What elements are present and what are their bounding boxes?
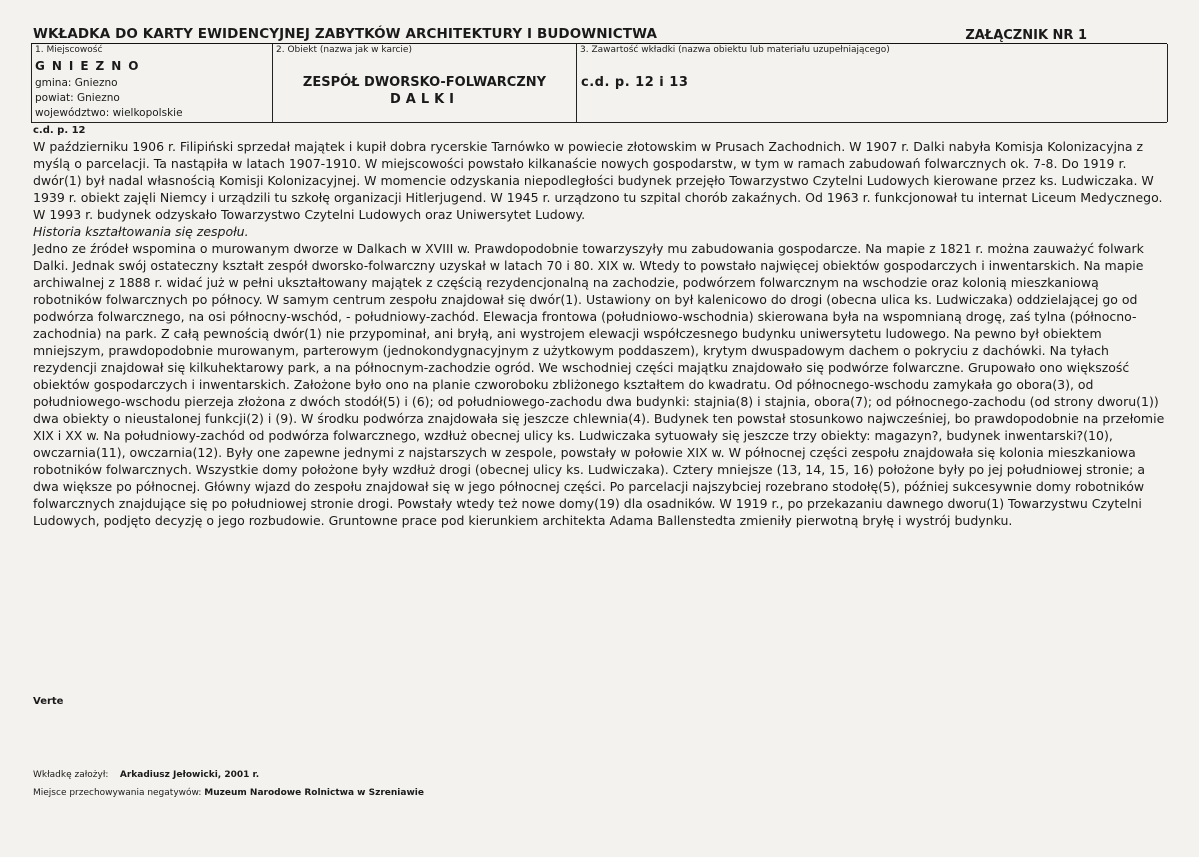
content-box bbox=[576, 44, 1168, 122]
section-reference: c.d. p. 12 bbox=[33, 125, 86, 136]
object-box bbox=[272, 44, 576, 122]
wojewodztwo-text: województwo: wielkopolskie bbox=[35, 107, 183, 119]
locality-label: 1. Miejscowość bbox=[35, 45, 103, 55]
author-line bbox=[33, 770, 259, 780]
boxes-bottom-rule bbox=[31, 122, 1167, 123]
author-label: Wkładkę założył: bbox=[33, 770, 109, 780]
paragraph-ownership-history: W październiku 1906 r. Filipiński sprzedał majątek i kupił dobra rycerskie Tarnówko w powiecie złotowskim w Prusach Zachodnich. W 1907 r. Dalki nabyła Komisja Kolonizacyjna z myślą o parcelacji. Ta nastąpiła w latach 1907-1910. W miejscowości powstało kilkanaście nowych gospodarstw, w tym w ramach zabudowań folwarcznych ok. 7-8. Do 1919 r. dwór(1) był nadal własnością Komisji Kolonizacyjnej. W momencie odzyskania niepodległości budynek przejęło Towarzystwo Czytelni Ludowych kierowane przez ks. Ludwiczaka. W 1939 r. obiekt zajęli Niemcy i urządzili tu szkołę organizacji Hitlerjugend. W 1945 r. urządzono tu szpital chorób zakaźnych. Od 1963 r. funkcjonował tu internat Liceum Medycznego. W 1993 r. budynek odzyskało Towarzystwo Czytelni Ludowych oraz Uniwersytet Ludowy. bbox=[33, 139, 1163, 222]
locality-name: GNIEZNO bbox=[35, 59, 146, 73]
object-label: 2. Obiekt (nazwa jak w karcie) bbox=[276, 45, 412, 55]
author-value: Arkadiusz Jełowicki, 2001 r. bbox=[119, 770, 260, 780]
storage-value: Muzeum Narodowe Rolnictwa w Szreniawie bbox=[204, 788, 424, 798]
storage-line bbox=[33, 788, 424, 798]
locality-box bbox=[31, 44, 272, 122]
body-text bbox=[33, 138, 1167, 529]
gmina-text: gmina: Gniezno bbox=[35, 77, 118, 89]
content-value: c.d. p. 12 i 13 bbox=[581, 75, 689, 90]
storage-label: Miejsce przechowywania negatywów: bbox=[33, 788, 202, 798]
history-heading: Historia kształtowania się zespołu. bbox=[33, 224, 249, 239]
powiat-text: powiat: Gniezno bbox=[35, 92, 120, 104]
paragraph-complex-history: Jedno ze źródeł wspomina o murowanym dworze w Dalkach w XVIII w. Prawdopodobnie towarzyszyły mu zabudowania gospodarcze. Na mapie z 1821 r. można zauważyć folwark Dalki. Jednak swój ostateczny kształt zespół dworsko-folwarczny uzyskał w latach 70 i 80. XIX w. Wtedy to powstało najwięcej obiektów gospodarczych i inwentarskich. Na mapie archiwalnej z 1888 r. widać już w pełni ukształtowany majątek z częścią rezydencjonalną na zachodzie, podwórzem folwarcznym na wschodzie oraz kolonią mieszkaniową robotników folwarcznych po północy. W samym centrum zespołu znajdował się dwór(1). Ustawiony on był kalenicowo do drogi (obecna ulica ks. Ludwiczaka) oddzielającej go od podwórza folwarcznego, na osi północny-wschód, - południowy-zachód. Elewacja frontowa (południowo-wschodnia) skierowana była na wspomnianą drogę, zaś tylna (północno-zachodnia) na park. Z całą pewnością dwór(1) nie przypominał, ani bryłą, ani wystrojem elewacji współczesnego budynku uniwersytetu ludowego. Na pewno był obiektem mniejszym, prawdopodobnie murowanym, parterowym (jednokondygnacyjnym z użytkowym poddaszem), krytym dwuspadowym dachem o pokryciu z dachówki. Na tyłach rezydencji znajdował się kilkuhektarowy park, a na północnym-zachodzie ogród. We wschodniej części majątku znajdowało się podwórze folwarczne. Grupowało ono większość obiektów gospodarczych i inwentarskich. Założone było ono na planie czworoboku zbliżonego kształtem do kwadratu. Od północnego-wschodu zamykała go obora(3), od południowego-wschodu pierzeja złożona z dwóch stodół(5) i (6); od południowego-zachodu dwa budynki: stajnia(8) i stajnia, obora(7); od północnego-zachodu (od strony dworu(1)) dwa obiekty o nieustalonej funkcji(2) i (9). W środku podwórza znajdowała się jeszcze chlewnia(4). Budynek ten powstał stosunkowo najwcześniej, bo prawdopodobnie na przełomie XIX i XX w. Na południowy-zachód od podwórza folwarcznego, wzdłuż obecnej ulicy ks. Ludwiczaka sytuowały się jeszcze trzy obiekty: magazyn?, budynek inwentarski?(10), owczarnia(11), owczarnia(12). Były one zapewne jednymi z najstarszych w zespole, powstały w połowie XIX w. W północnej części zespołu znajdowała się kolonia mieszkaniowa robotników folwarcznych. Wszystkie domy położone były wzdłuż drogi (obecnej ulicy ks. Ludwiczaka). Cztery mniejsze (13, 14, 15, 16) położone były po jej południowej stronie; a dwa większe po północnej. Główny wjazd do zespołu znajdował się w jego północnej części. Po parcelacji najszybciej rozebrano stodołę(5), później sukcesywnie domy robotników folwarcznych znajdujące się po południowej stronie drogi. Powstały wtedy też nowe domy(19) dla osadników. W 1919 r., po przekazaniu dawnego dworu(1) Towarzystwu Czytelni Ludowych, podjęto decyzję o jego rozbudowie. Gruntowne prace pod kierunkiem architekta Adama Ballenstedta zmieniły pierwotną bryłę i wystrój budynku. bbox=[33, 241, 1165, 528]
object-name: DALKI bbox=[389, 92, 460, 107]
verte-note: Verte bbox=[33, 696, 64, 707]
form-title: WKŁADKA DO KARTY EWIDENCYJNEJ ZABYTKÓW ARCHITEKTURY I BUDOWNICTWA bbox=[33, 26, 658, 42]
attachment-number: ZAŁĄCZNIK NR 1 bbox=[965, 28, 1087, 43]
content-label: 3. Zawartość wkładki (nazwa obiektu lub materiału uzupełniającego) bbox=[580, 45, 890, 55]
object-type: ZESPÓŁ DWORSKO-FOLWARCZNY bbox=[302, 75, 547, 90]
